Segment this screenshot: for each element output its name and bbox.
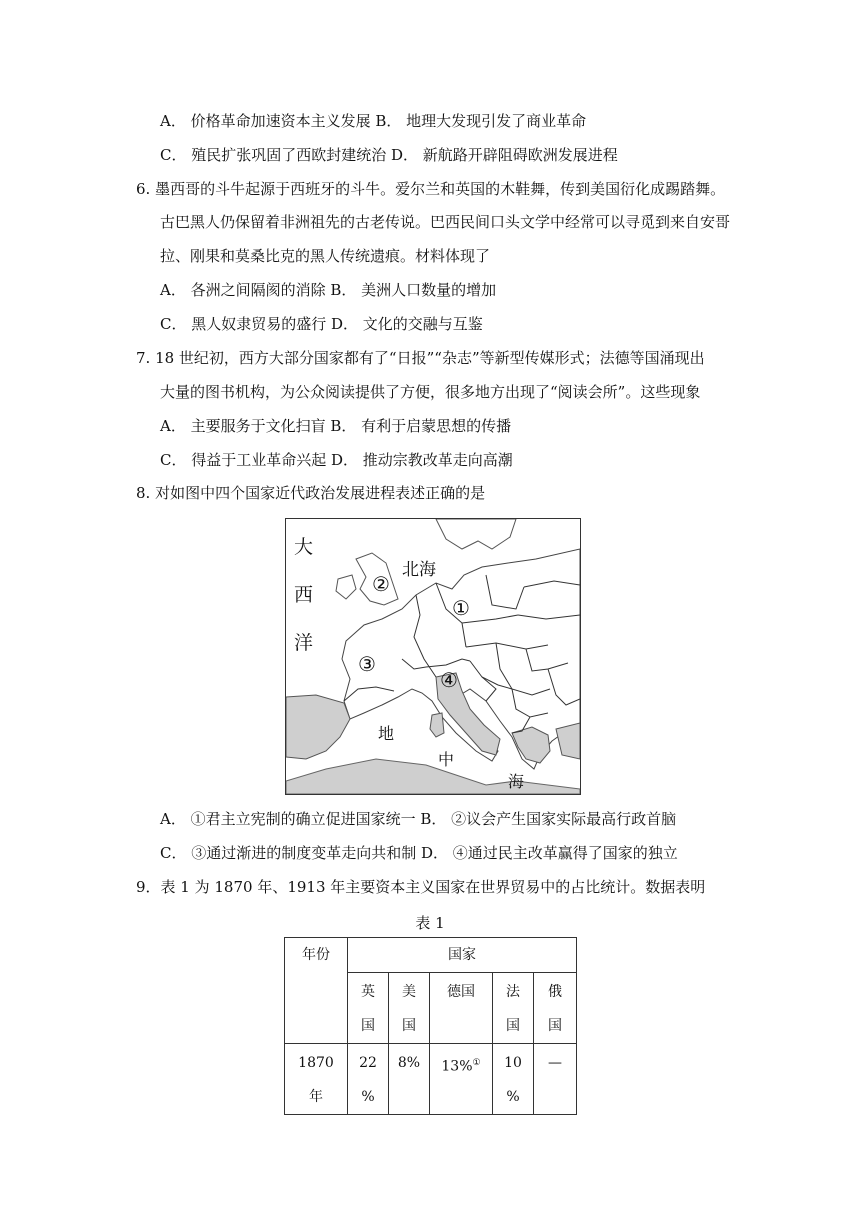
marker-4: ④: [440, 668, 458, 692]
europe-map-svg: [286, 519, 580, 794]
country-france-line1: 法: [506, 984, 520, 1000]
med-char-2: 中: [438, 750, 455, 769]
q5-option-c-d: C． 殖民扩张巩固了西欧封建统治 D． 新航路开辟阻碍欧洲发展进程: [160, 146, 618, 164]
value-germany-1870: [430, 1044, 493, 1115]
value-france-unit: %: [506, 1089, 520, 1105]
value-us-1870: [389, 1044, 430, 1115]
trade-share-table: [284, 937, 577, 1115]
ocean-char-2: 西: [294, 584, 314, 606]
country-russia-line2: 国: [548, 1018, 562, 1034]
q9-stem: 9．表 1 为 1870 年、1913 年主要资本主义国家在世界贸易中的占比统计。数据表明: [136, 878, 706, 896]
north-sea-label: 北海: [402, 560, 436, 580]
med-char-3: 海: [508, 772, 525, 791]
value-france-number: 10: [504, 1055, 522, 1071]
value-uk-unit: %: [361, 1089, 375, 1105]
europe-map: [285, 518, 581, 795]
value-russia-dash: —: [548, 1055, 562, 1071]
marker-3: ③: [358, 652, 376, 676]
value-russia-1870: [534, 1044, 577, 1115]
country-us: [389, 973, 430, 1044]
value-france-1870: [493, 1044, 534, 1115]
country-germany: [430, 973, 493, 1044]
q7-stem-line1: 7. 18 世纪初，西方大部分国家都有了“日报”“杂志”等新型传媒形式；法德等国涌现出: [136, 349, 705, 367]
marker-1: ①: [452, 596, 470, 620]
q6-option-c-d: C． 黑人奴隶贸易的盛行 D． 文化的交融与互鉴: [160, 315, 483, 333]
row-year-unit: 年: [309, 1089, 323, 1105]
row-year-1870: [285, 1044, 348, 1115]
country-russia-line1: 俄: [548, 984, 562, 1000]
table-caption: 表 1: [415, 914, 445, 932]
country-uk-line1: 英: [361, 984, 375, 1000]
q6-stem-line2: 古巴黑人仍保留着非洲祖先的古老传说。巴西民间口头文学中经常可以寻觅到来自安哥: [160, 213, 731, 231]
header-year-label: 年份: [302, 947, 330, 963]
value-germany-number: 13%: [441, 1058, 473, 1075]
country-us-line1: 美: [402, 984, 416, 1000]
country-us-line2: 国: [402, 1018, 416, 1034]
ocean-char-3: 洋: [294, 632, 314, 654]
row-year-number: 1870: [298, 1055, 334, 1071]
q8-option-a-b: A． ①君主立宪制的确立促进国家统一 B． ②议会产生国家实际最高行政首脑: [160, 810, 677, 828]
q5-option-a-b: A． 价格革命加速资本主义发展 B． 地理大发现引发了商业革命: [160, 112, 587, 130]
marker-2: ②: [372, 572, 390, 596]
q6-option-a-b: A． 各洲之间隔阂的消除 B． 美洲人口数量的增加: [160, 281, 497, 299]
country-uk: [348, 973, 389, 1044]
q8-option-c-d: C． ③通过渐进的制度变革走向共和制 D． ④通过民主改革赢得了国家的独立: [160, 844, 678, 862]
q6-stem-line1: 6. 墨西哥的斗牛起源于西班牙的斗牛。爱尔兰和英国的木鞋舞，传到美国衍化成踢踏舞。: [136, 180, 726, 198]
value-uk-number: 22: [359, 1055, 377, 1071]
q7-stem-line2: 大量的图书机构，为公众阅读提供了方便，很多地方出现了“阅读会所”。这些现象: [160, 383, 701, 401]
header-year: [285, 938, 348, 1044]
country-france-line2: 国: [506, 1018, 520, 1034]
q7-option-a-b: A． 主要服务于文化扫盲 B． 有利于启蒙思想的传播: [160, 417, 512, 435]
q7-option-c-d: C． 得益于工业革命兴起 D． 推动宗教改革走向高潮: [160, 451, 513, 469]
q8-stem: 8. 对如图中四个国家近代政治发展进程表述正确的是: [136, 484, 486, 502]
med-char-1: 地: [378, 724, 395, 743]
value-uk-1870: [348, 1044, 389, 1115]
q6-stem-line3: 拉、刚果和莫桑比克的黑人传统遗痕。材料体现了: [160, 247, 491, 265]
country-russia: [534, 973, 577, 1044]
footnote-mark: ①: [472, 1058, 481, 1068]
country-uk-line2: 国: [361, 1018, 375, 1034]
country-germany-label: 德国: [447, 984, 475, 1000]
value-us-number: 8%: [397, 1055, 421, 1071]
ocean-char-1: 大: [294, 536, 314, 558]
country-france: [493, 973, 534, 1044]
header-country: 国家: [348, 938, 577, 973]
